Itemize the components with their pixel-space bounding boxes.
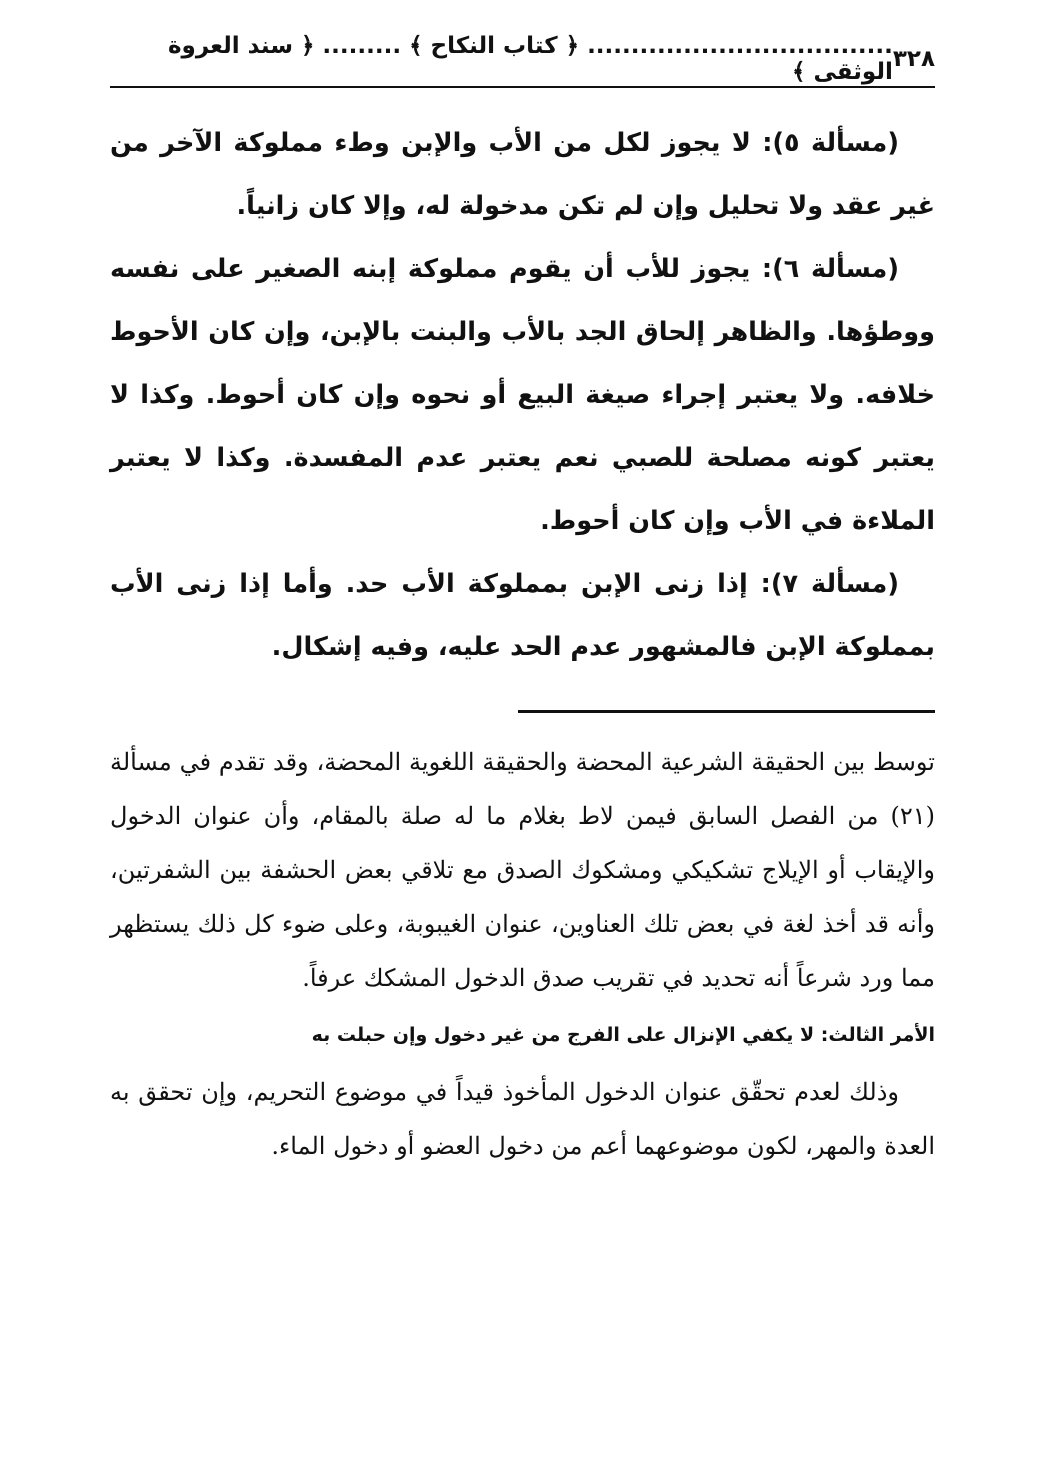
issue-7-paragraph: (مسألة ٧): إذا زنى الإبن بمملوكة الأب حد. وأما إذا زنى الأب بمملوكة الإبن فالمشهور عدم الحد عليه، وفيه إشكال. <box>110 569 935 662</box>
header-rule <box>110 86 935 88</box>
running-header <box>110 33 935 85</box>
section-subheading: الأمر الثالث: لا يكفي الإنزال على الفرج من غير دخول وإن حبلت به <box>311 1024 935 1046</box>
main-text <box>110 112 935 679</box>
issue-5-paragraph: (مسألة ٥): لا يجوز لكل من الأب والإبن وطء مملوكة الآخر من غير عقد ولا تحليل وإن لم تكن مدخولة له، وإلا كان زانياً. <box>110 128 935 221</box>
issue-6-paragraph: (مسألة ٦): يجوز للأب أن يقوم مملوكة إبنه الصغير على نفسه ووطؤها. والظاهر إلحاق الجد بالأب والبنت بالإبن، وإن كان الأحوط خلافه. ولا يعتبر إجراء صيغة البيع أو نحوه وإن كان أحوط. وكذا لا يعتبر كونه مصلحة للصبي نعم يعتبر عدم المفسدة. وكذا لا يعتبر الملاءة في الأب وإن كان أحوط. <box>110 254 935 536</box>
running-title: ................................... ﴿ كتاب النكاح ﴾ ......... ﴿ سند العروة الوثقى ﴾ <box>167 33 893 85</box>
commentary-paragraph: توسط بين الحقيقة الشرعية المحضة والحقيقة اللغوية المحضة، وقد تقدم في مسألة (٢١) من الفصل السابق فيمن لاط بغلام ما له صلة بالمقام، وأن عنوان الدخول والإيقاب أو الإيلاج تشكيكي ومشكوك الصدق مع تلاقي بعض الحشفة بين الشفرتين، وأنه قد أخذ لغة في بعض تلك العناوين، عنوان الغيبوبة، وعلى ضوء كل ذلك يستظهر مما ورد شرعاً أنه تحديد في تقريب صدق الدخول المشكك عرفاً. <box>110 748 935 992</box>
page-number: ٣٢٨ <box>892 46 935 72</box>
commentary-paragraph: وذلك لعدم تحقّق عنوان الدخول المأخوذ قيداً في موضوع التحريم، وإن تحقق به العدة والمهر، لكون موضوعهما أعم من دخول العضو أو دخول الماء. <box>110 1078 935 1160</box>
commentary-text <box>110 735 935 1173</box>
footnote-divider <box>518 710 935 713</box>
